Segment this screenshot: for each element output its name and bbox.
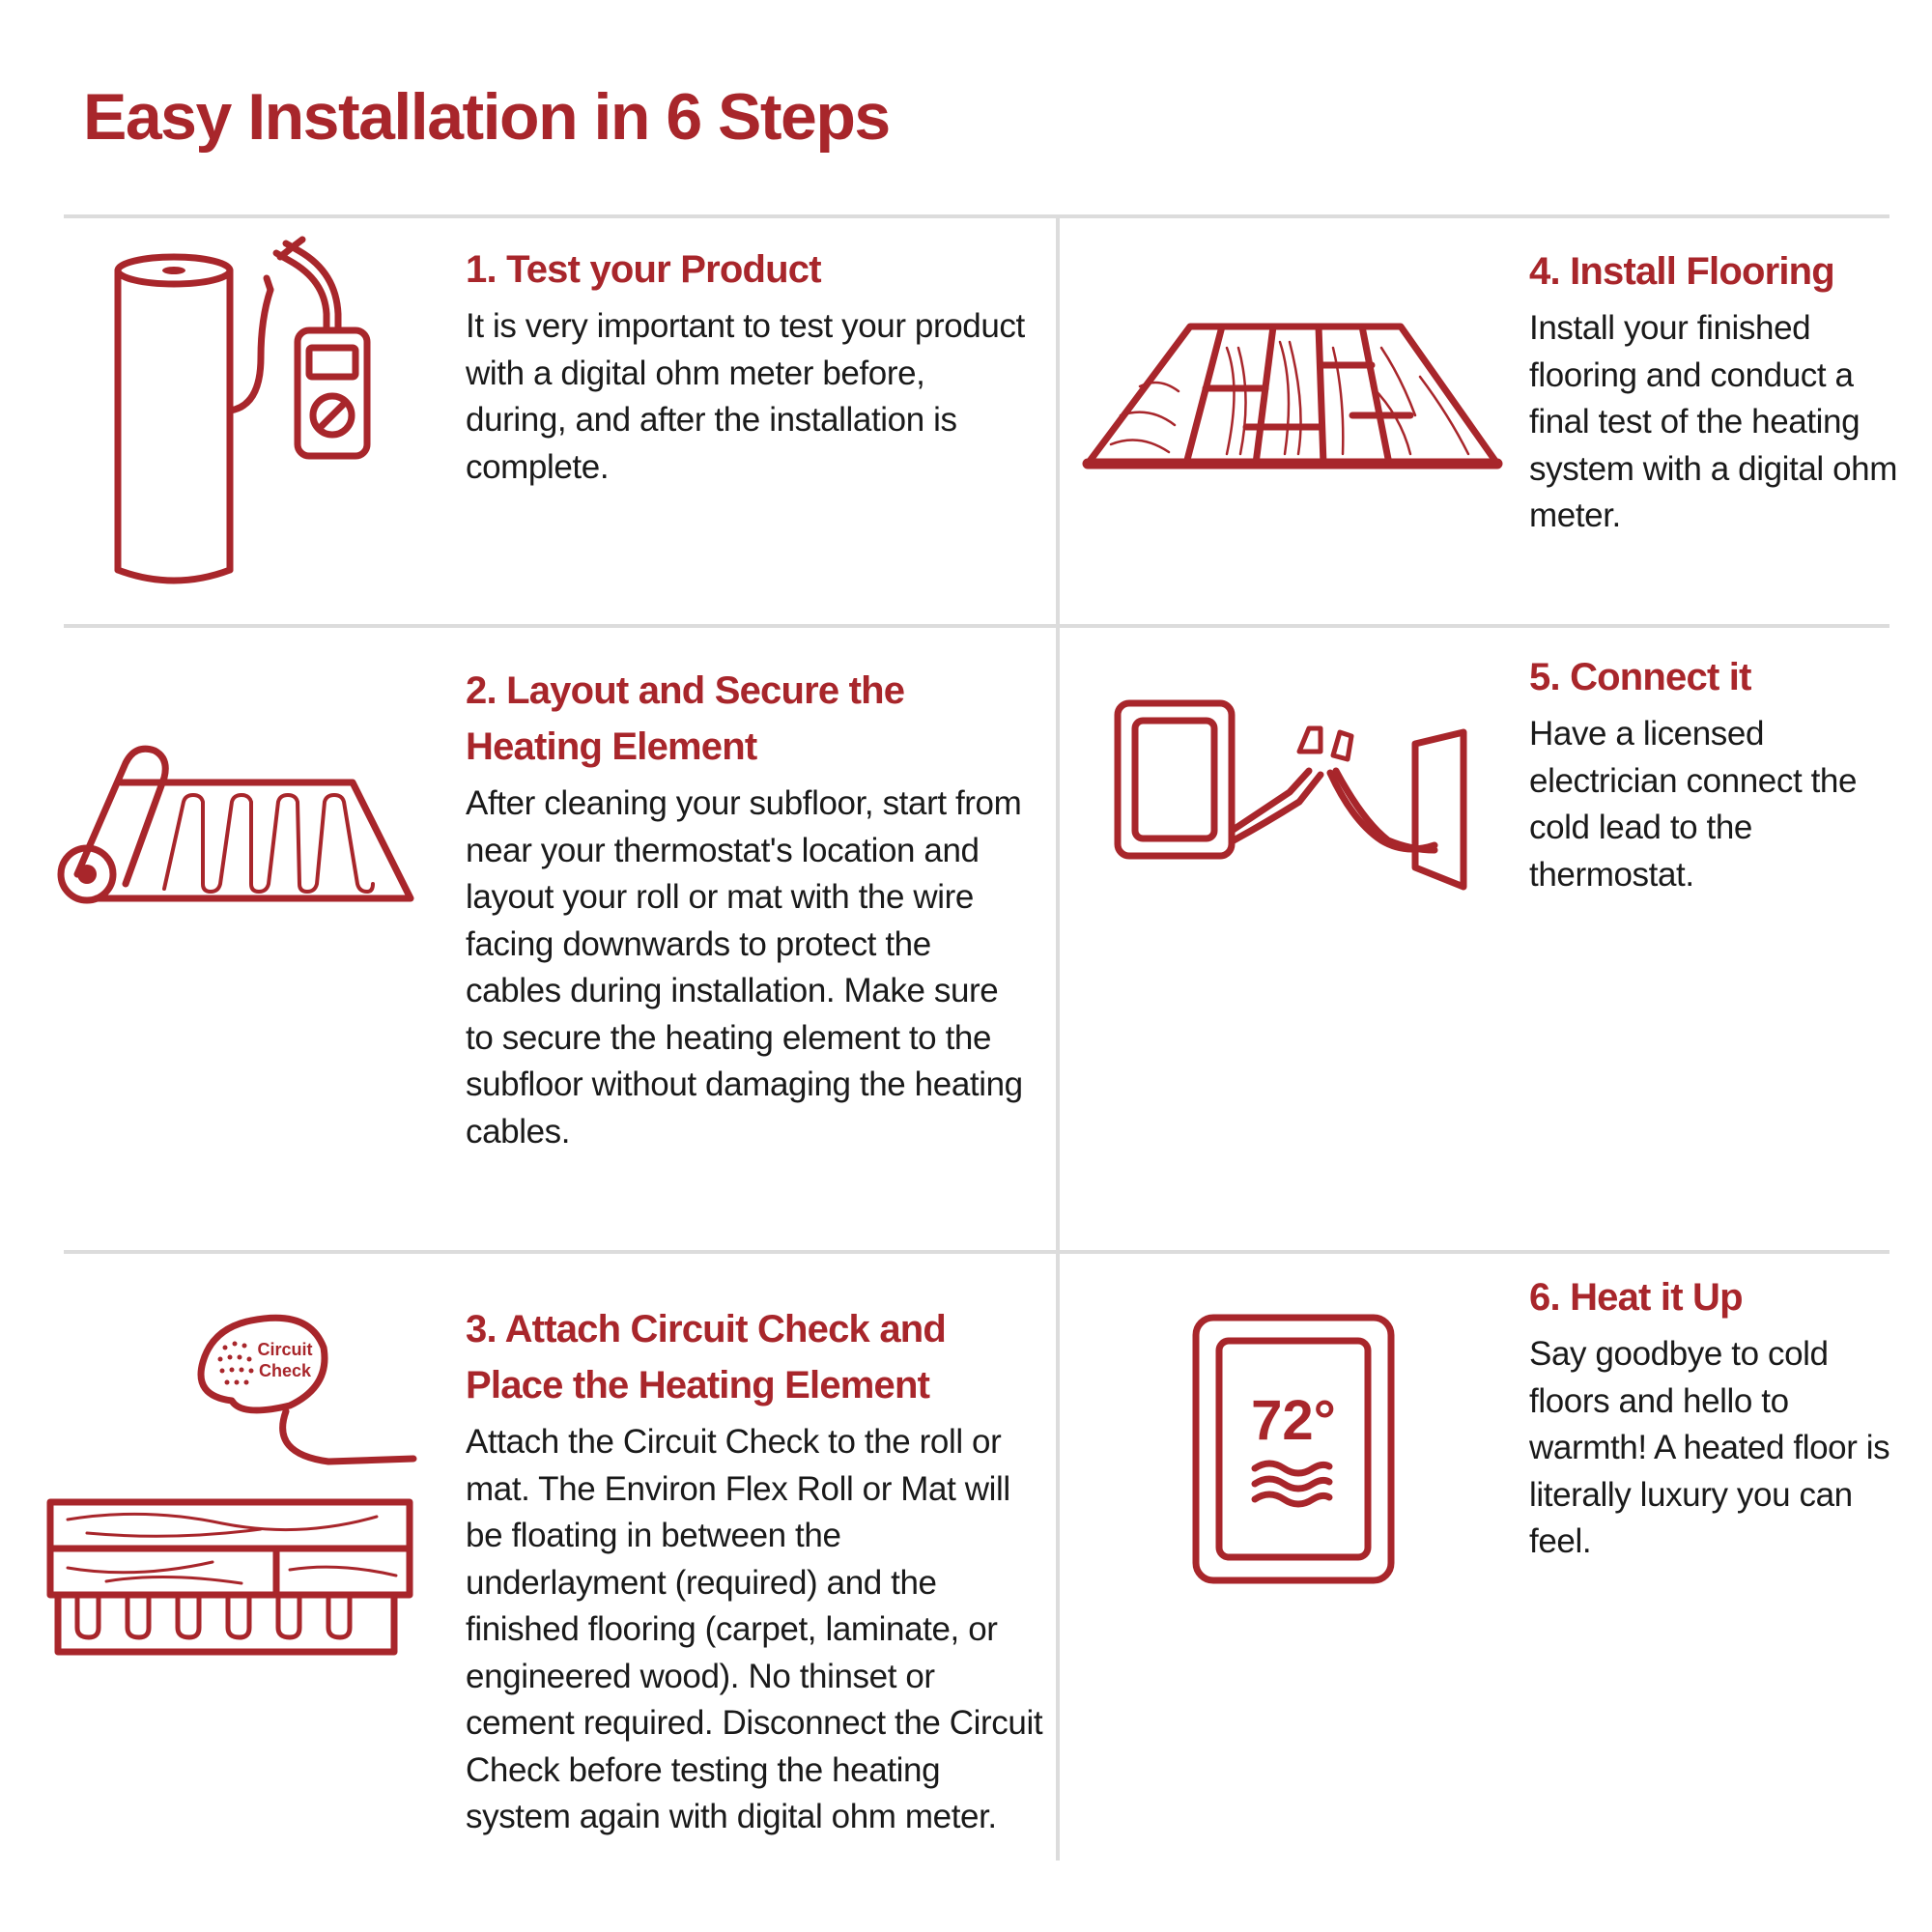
step-1-body: It is very important to test your product with a digital ohm meter before, during, and after the installation is complete.: [466, 307, 1025, 486]
step-5-body: Have a licensed electrician connect the cold lead to the thermostat.: [1529, 715, 1858, 894]
column-divider: [1056, 218, 1060, 1861]
step-1: [466, 242, 1026, 491]
step-1-heading: 1. Test your Product: [466, 248, 821, 291]
flooring-planks-icon: [1082, 319, 1507, 473]
step-4-body: Install your finished flooring and conduct a final test of the heating system with a digital ohm meter.: [1529, 309, 1897, 534]
step-5: [1529, 649, 1911, 898]
thermostat-wiring-icon: [1116, 696, 1473, 898]
step-2: [466, 663, 1026, 1155]
step-6-body: Say goodbye to cold floors and hello to warmth! A heated floor is literally luxury you can feel.: [1529, 1335, 1890, 1560]
top-divider: [64, 214, 1889, 218]
circuit-check-label-line2: Check: [258, 1361, 312, 1380]
row-divider-1: [64, 624, 1889, 628]
step-6-heading: 6. Heat it Up: [1529, 1276, 1743, 1319]
thermostat-temperature: 72°: [1251, 1389, 1336, 1452]
roll-and-ohm-meter-icon: [97, 242, 386, 589]
circuit-check-label-line1: Circuit: [257, 1340, 313, 1359]
step-5-heading: 5. Connect it: [1529, 656, 1751, 698]
page-title: Easy Installation in 6 Steps: [83, 80, 890, 154]
step-4-heading: 4. Install Flooring: [1529, 250, 1834, 293]
thermostat-72-icon: [1192, 1314, 1395, 1584]
step-3: [466, 1301, 1045, 1841]
step-2-body: After cleaning your subfloor, start from near your thermostat's location and layout your roll or mat with the wire facing downwards to protect the cables during installation. Make sure to secure the heating element to the subfloor without damaging the heating cables.: [466, 784, 1023, 1151]
unrolled-heating-mat-icon: [58, 739, 415, 903]
step-3-heading: 3. Attach Circuit Check and Place the Heating Element: [466, 1308, 947, 1406]
step-4: [1529, 243, 1911, 540]
step-6: [1529, 1269, 1911, 1566]
step-3-body: Attach the Circuit Check to the roll or mat. The Environ Flex Roll or Mat will be floating in between the underlayment (required) and the finished flooring (carpet, laminate, or engineered wood). No thinset or cement required. Disconnect the Circuit Check before testing the heating system again with digital ohm meter.: [466, 1423, 1043, 1835]
row-divider-2: [64, 1250, 1889, 1254]
step-2-heading: 2. Layout and Secure the Heating Element: [466, 669, 905, 768]
circuit-check-and-floor-layers-icon: [48, 1309, 415, 1666]
